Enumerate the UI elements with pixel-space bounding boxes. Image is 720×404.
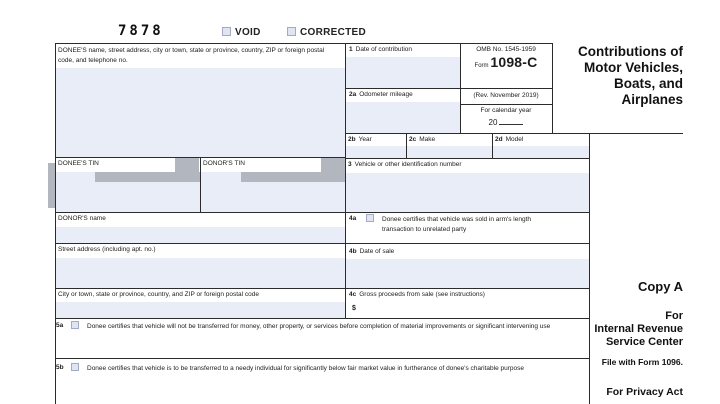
grid-line-h: [345, 158, 589, 159]
box4a-checkbox[interactable]: [366, 214, 374, 222]
corrected-label: CORRECTED: [300, 27, 367, 38]
grid-line-h: [55, 43, 552, 44]
box5b-label: Donee certifies that vehicle is to be transferred to a needy individual for significantly below fair market value in furtherance of donee's charitable purpose: [87, 365, 524, 372]
box4c-text: Gross proceeds from sale (see instructions): [359, 291, 485, 298]
form-title-line: Airplanes: [621, 92, 683, 107]
vin-entry[interactable]: [346, 173, 589, 212]
box2a-text: Odometer mileage: [359, 91, 413, 98]
corrected-checkbox[interactable]: [287, 27, 296, 36]
void-checkbox[interactable]: [222, 27, 231, 36]
grid-line-h: [55, 243, 589, 244]
box1-text: Date of contribution: [355, 46, 412, 53]
box5a-checkbox[interactable]: [71, 321, 79, 329]
omb-number: OMB No. 1545-1959: [476, 46, 536, 53]
street-address-label: Street address (including apt. no.): [58, 246, 156, 253]
donor-name-entry[interactable]: [56, 227, 345, 243]
box4c-label: [349, 291, 485, 299]
grid-line-v: [406, 133, 407, 158]
calendar-year-blank[interactable]: [499, 116, 523, 125]
donee-info-label: DONEE'S name, street address, city or town, state or province, country, ZIP or foreign postal code, and telephone no.: [58, 47, 325, 64]
box2b-number: 2b: [348, 136, 356, 143]
form-print-code: 7878: [118, 23, 164, 39]
grid-line-h: [345, 88, 552, 89]
street-address-entry[interactable]: [56, 258, 345, 288]
box5a-label: Donee certifies that vehicle will not be transferred for money, other property, or services before completion of material improvements or significant intervening use: [87, 323, 551, 330]
box2b-label: [348, 136, 372, 144]
privacy-act-label: For Privacy Act: [606, 386, 683, 398]
box4b-number: 4b: [349, 248, 357, 255]
box4c-dollar-sign: $: [352, 305, 356, 312]
box2d-number: 2d: [495, 136, 503, 143]
box3-label: [348, 161, 462, 169]
service-center-line: Service Center: [605, 336, 683, 348]
donee-tin-shade-block: [175, 158, 199, 172]
box2a-label: [349, 91, 413, 99]
left-margin-shade-tab: [48, 163, 55, 208]
grid-line-h: [55, 212, 589, 213]
form-title-line: Motor Vehicles,: [583, 60, 683, 75]
donor-tin-shade-block: [321, 158, 345, 172]
form-word: Form: [474, 63, 489, 69]
box2c-number: 2c: [409, 136, 417, 143]
copy-a-label: Copy A: [637, 279, 683, 294]
grid-line-v: [345, 43, 346, 318]
box4a-number: 4a: [349, 215, 357, 222]
box2b-text: Year: [358, 136, 372, 143]
box1-label: [349, 46, 412, 54]
grid-line-v: [589, 133, 590, 404]
box2d-text: Model: [505, 136, 524, 143]
box5b-number: 5b: [56, 364, 64, 371]
date-of-sale-entry[interactable]: [346, 259, 589, 288]
form-title: [578, 44, 683, 108]
form-number: 1098-C: [490, 54, 538, 70]
donor-name-label: DONOR'S name: [58, 215, 106, 222]
form-title-line: Boats, and: [613, 76, 683, 91]
calendar-year-label: For calendar year: [480, 107, 532, 114]
calendar-year-line: [461, 116, 551, 127]
box5a-number: 5a: [56, 322, 64, 329]
date-of-contribution-entry[interactable]: [346, 57, 460, 88]
calendar-year-prefix: 20: [488, 118, 498, 127]
service-center-block: [594, 310, 683, 349]
grid-line-h: [55, 288, 589, 289]
box4a-label: Donee certifies that vehicle was sold in arm's length transaction to unrelated party: [382, 216, 532, 233]
box4b-text: Date of sale: [359, 248, 395, 255]
grid-line-h: [345, 133, 683, 134]
service-center-line: Internal Revenue: [594, 323, 683, 335]
form-number-line: [461, 54, 551, 70]
odometer-mileage-entry[interactable]: [346, 102, 460, 133]
void-label: VOID: [235, 27, 261, 38]
city-entry[interactable]: [56, 302, 345, 318]
grid-line-h: [55, 358, 589, 359]
box5b-checkbox[interactable]: [71, 363, 79, 371]
box2d-label: [495, 136, 523, 144]
revision-label: (Rev. November 2019): [473, 92, 539, 99]
year-entry[interactable]: [346, 146, 406, 158]
box1-number: 1: [349, 46, 353, 53]
box2a-number: 2a: [349, 91, 357, 98]
grid-line-v: [200, 157, 201, 212]
donor-tin-label: DONOR'S TIN: [203, 160, 245, 167]
make-entry[interactable]: [407, 146, 492, 158]
box4c-number: 4c: [349, 291, 357, 298]
form-title-line: Contributions of: [578, 44, 683, 59]
donee-info-entry[interactable]: [56, 68, 345, 157]
grid-line-v: [552, 43, 553, 133]
grid-line-h: [460, 104, 552, 105]
city-label: City or town, state or province, country, and ZIP or foreign postal code: [58, 291, 259, 298]
grid-line-v: [55, 43, 56, 404]
donor-tin-shade-bar: [241, 172, 345, 182]
grid-line-h: [55, 318, 589, 319]
box3-number: 3: [348, 161, 352, 168]
box4b-label: [349, 248, 394, 256]
file-with-label: File with Form 1096.: [601, 357, 683, 367]
donee-tin-shade-bar: [95, 172, 200, 182]
donee-tin-label: DONEE'S TIN: [58, 160, 99, 167]
box2c-text: Make: [419, 136, 436, 143]
model-entry[interactable]: [493, 146, 589, 158]
grid-line-v: [492, 133, 493, 158]
box2c-label: [409, 136, 435, 144]
box3-text: Vehicle or other identification number: [354, 161, 462, 168]
service-center-line: For: [665, 310, 683, 322]
